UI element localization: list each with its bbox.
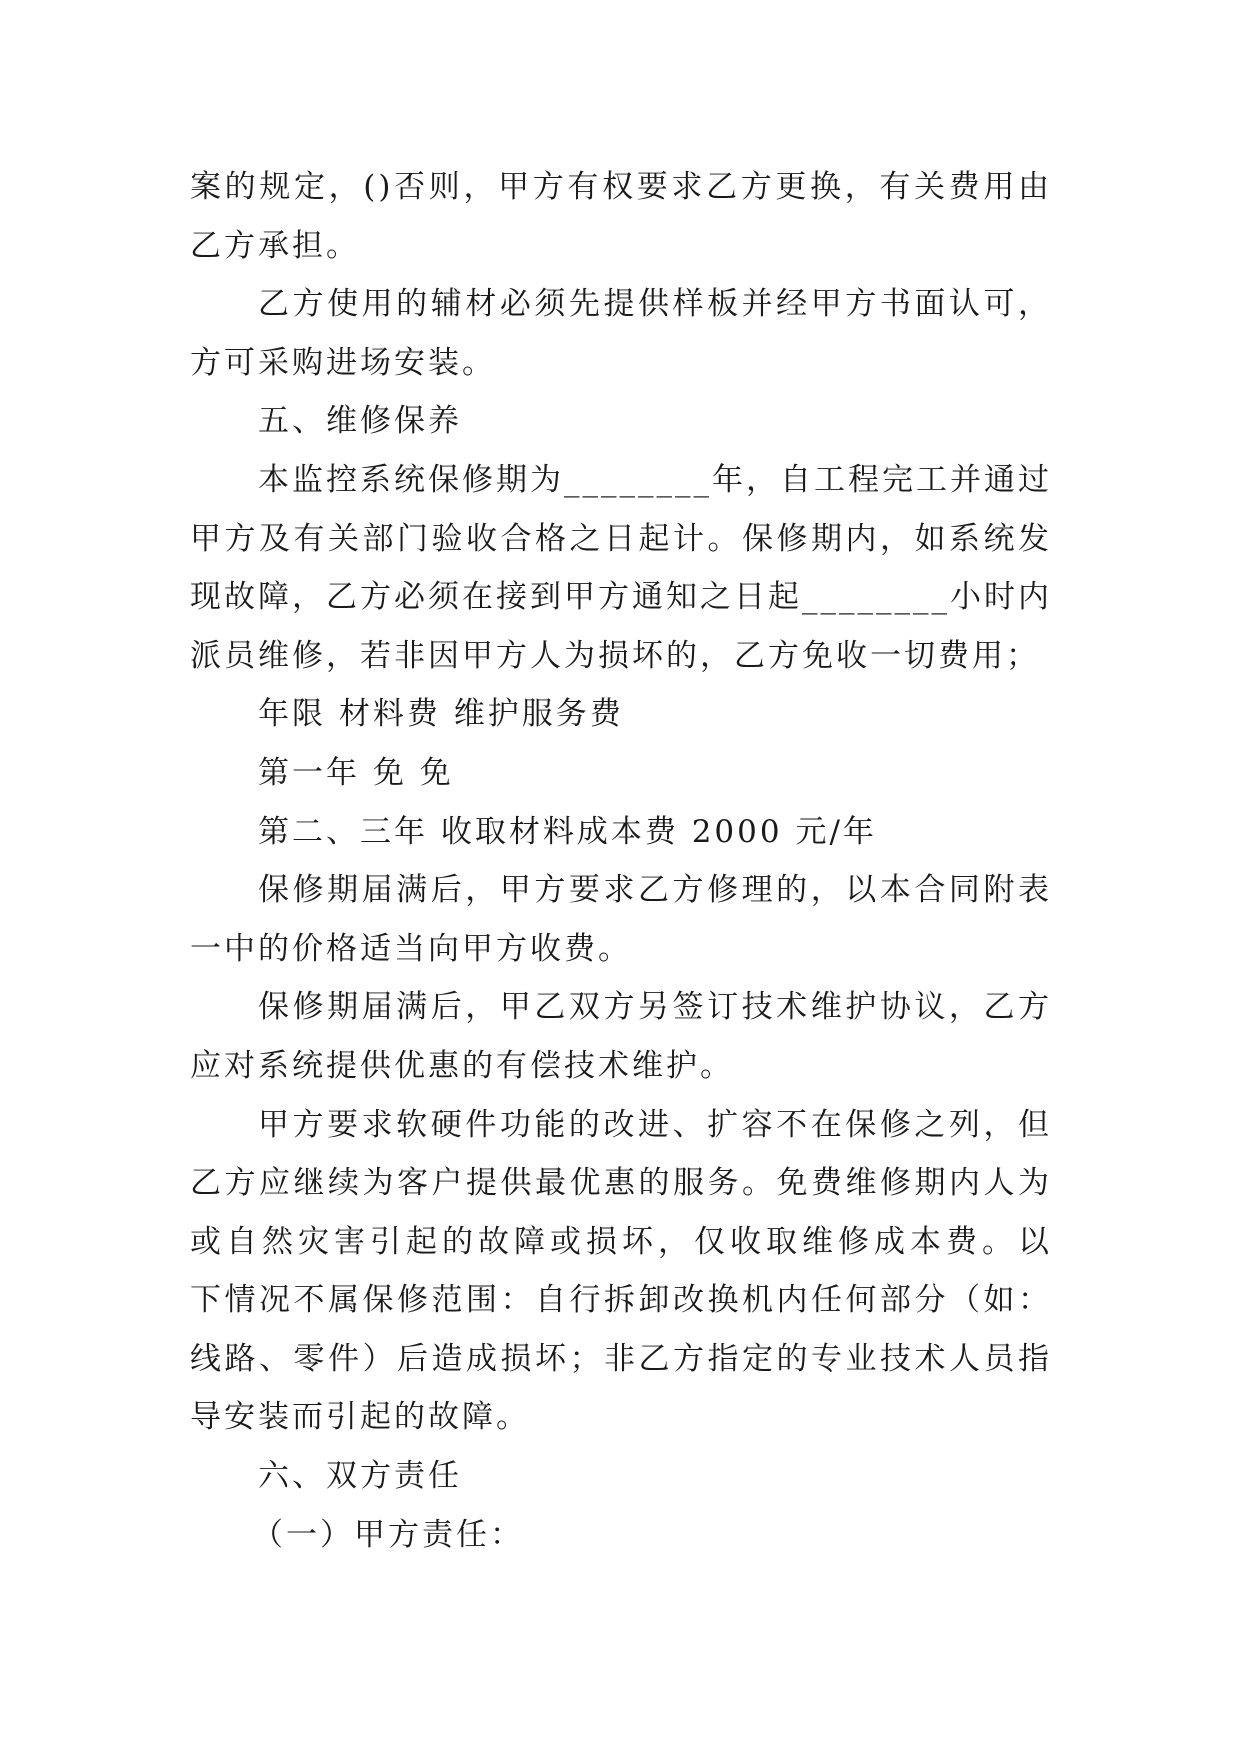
subsection-heading-party-a: （一）甲方责任： [252, 1516, 524, 1553]
paragraph-warranty-period: 本监控系统保修期为________年，自工程完工并通过甲方及有关部门验收合格之日起计。保修期内，如系统发现故障，乙方必须在接到甲方通知之日起________小时内派员维修，若非因甲方人为损坏的，乙方免收一切费用； [190, 461, 1052, 674]
section-heading-maintenance: 五、维修保养 [258, 403, 462, 440]
document-body [190, 158, 1052, 1564]
paragraph-post-warranty-agreement: 保修期届满后，甲乙双方另签订技术维护协议，乙方应对系统提供优惠的有偿技术维护。 [190, 989, 1052, 1084]
fee-table-row-year1: 第一年 免 免 [258, 754, 454, 791]
paragraph-exclusions: 甲方要求软硬件功能的改进、扩容不在保修之列，但乙方应继续为客户提供最优惠的服务。免费维修期内人为或自然灾害引起的故障或损坏，仅收取维修成本费。以 下情况不属保修范围：自行拆卸改换机内任何部分（如：线路、零件）后造成损坏；非乙方指定的专业技术人员指导安装而引起的故障。 [190, 1106, 1052, 1436]
paragraph-spec-replacement: 案的规定，()否则，甲方有权要求乙方更换，有关费用由乙方承担。 [190, 169, 1052, 264]
fee-table-row-year2-3: 第二、三年 收取材料成本费 2000 元/年 [258, 813, 877, 850]
section-heading-responsibilities: 六、双方责任 [258, 1458, 462, 1495]
fee-table-header: 年限 材料费 维护服务费 [258, 696, 624, 733]
paragraph-auxiliary-materials: 乙方使用的辅材必须先提供样板并经甲方书面认可，方可采购进场安装。 [190, 286, 1052, 381]
paragraph-post-warranty-repair: 保修期届满后，甲方要求乙方修理的，以本合同附表一中的价格适当向甲方收费。 [190, 872, 1052, 967]
